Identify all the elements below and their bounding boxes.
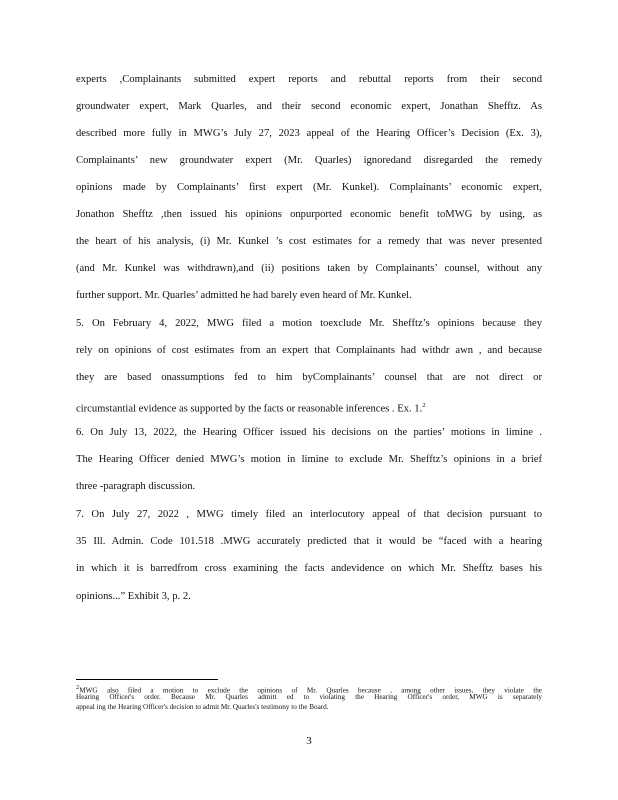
- body-line: in which it is barredfrom cross examining the facts andevidence on which Mr. Shefftz bases his: [76, 563, 542, 574]
- body-line: experts ,Complainants submitted expert reports and rebuttal reports from their second: [76, 74, 542, 85]
- body-line: Jonathon Shefftz ,then issued his opinions onpurported economic benefit toMWG by using, as: [76, 209, 542, 220]
- body-line: Complainants’ new groundwater expert (Mr. Quarles) ignoredand disregarded the remedy: [76, 155, 542, 166]
- body-line: opinions made by Complainants’ first expert (Mr. Kunkel). Complainants’ economic expert,: [76, 182, 542, 193]
- paragraph-5-line: 5. On February 4, 2022, MWG filed a motion toexclude Mr. Shefftz’s opinions because they: [76, 318, 542, 329]
- paragraph-6-line: 6. On July 13, 2022, the Hearing Officer issued his decisions on the parties’ motions in limine .: [76, 427, 542, 438]
- footnote-marker: 2: [76, 684, 80, 691]
- body-line-text: circumstantial evidence as supported by the facts or reasonable inferences . Ex. 1.: [76, 403, 423, 415]
- body-line: they are based onassumptions fed to him byComplainants’ counsel that are not direct or: [76, 372, 542, 383]
- footnote-line: appeal ing the Hearing Officer's decision to admit Mr. Quarles's testimony to the Board.: [76, 703, 329, 711]
- body-line: groundwater expert, Mark Quarles, and their second economic expert, Jonathan Shefftz. As: [76, 101, 542, 112]
- footnote-line: Hearing Officer's order. Because Mr. Quarles admitt ed to violating the Hearing Officer's order, MWG is separately: [76, 693, 542, 701]
- paragraph-7-line: 7. On July 27, 2022 , MWG timely filed an interlocutory appeal of that decision pursuant to: [76, 509, 542, 520]
- body-line: rely on opinions of cost estimates from an expert that Complainants had withdr awn , and because: [76, 345, 542, 356]
- body-line: described more fully in MWG’s July 27, 2023 appeal of the Hearing Officer’s Decision (Ex. 3),: [76, 128, 542, 139]
- body-line: three -paragraph discussion.: [76, 481, 196, 492]
- footnote-divider: [76, 679, 218, 680]
- body-line: opinions...” Exhibit 3, p. 2.: [76, 591, 191, 602]
- body-line: The Hearing Officer denied MWG’s motion in limine to exclude Mr. Shefftz’s opinions in a brief: [76, 454, 542, 465]
- body-line: the heart of his analysis, (i) Mr. Kunkel ’s cost estimates for a remedy that was never presented: [76, 236, 542, 247]
- footnote-reference: 2: [422, 402, 426, 409]
- body-line: 35 Ill. Admin. Code 101.518 .MWG accurately predicted that it would be “faced with a hearing: [76, 536, 542, 547]
- footnote-text: MWG also filed a motion to exclude the opinions of Mr. Quarles because , among other issues, they violate the: [79, 686, 542, 695]
- body-line: (and Mr. Kunkel was withdrawn),and (ii) positions taken by Complainants’ counsel, without any: [76, 263, 542, 274]
- page-number: 3: [306, 735, 312, 747]
- body-line: further support. Mr. Quarles’ admitted he had barely even heard of Mr. Kunkel.: [76, 290, 412, 301]
- body-line: [76, 400, 496, 416]
